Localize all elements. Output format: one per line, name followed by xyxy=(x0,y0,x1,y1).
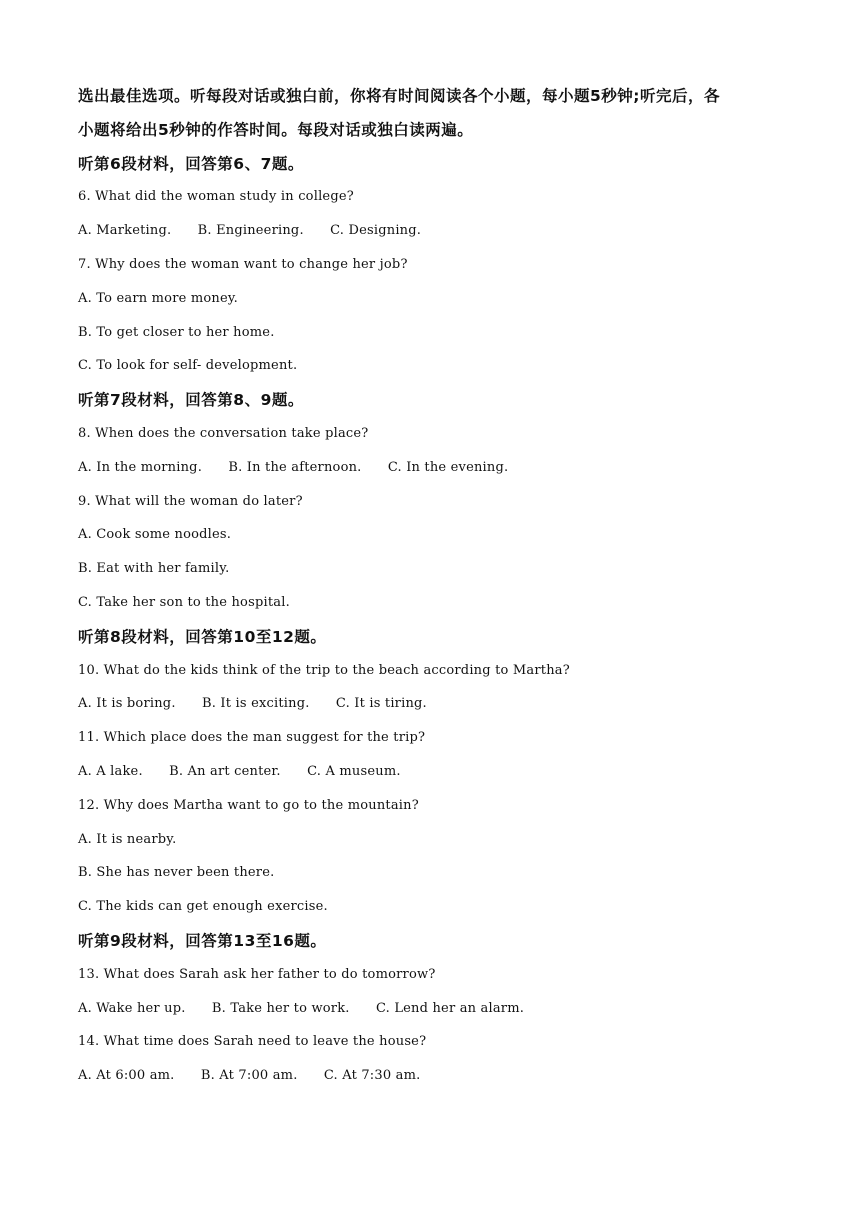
question-text: 9. What will the woman do later? xyxy=(78,493,303,509)
question-text: 12. Why does Martha want to go to the mountain? xyxy=(78,797,419,813)
option-c: C. Designing. xyxy=(330,223,422,239)
option-b: B. At 7:00 am. xyxy=(200,1068,298,1084)
option-b: B. To get closer to her home. xyxy=(78,324,275,340)
options-row xyxy=(78,995,788,1029)
option-c: C. To look for self- development. xyxy=(78,358,298,374)
options-row xyxy=(78,454,788,488)
section-heading: 听第6段材料，回答第6、7题。 xyxy=(78,154,304,173)
option-b: B. Eat with her family. xyxy=(78,561,230,577)
option-a: A. Wake her up. xyxy=(78,1000,186,1016)
question-text: 10. What do the kids think of the trip to the beach according to Martha? xyxy=(78,662,570,678)
intro-line-1: 选出最佳选项。听每段对话或独白前，你将有时间阅读各个小题，每小题5秒钟;听完后，各 xyxy=(78,87,720,105)
option-c: C. In the evening. xyxy=(387,459,509,475)
option-c: C. At 7:30 am. xyxy=(323,1068,421,1084)
question-text: 11. Which place does the man suggest for the trip? xyxy=(78,730,426,746)
option-a: A. Marketing. xyxy=(78,223,172,239)
option-c: C. The kids can get enough exercise. xyxy=(78,899,328,915)
section-heading: 听第8段材料，回答第10至12题。 xyxy=(78,627,327,646)
option-a: A. In the morning. xyxy=(78,459,203,475)
option-c: C. Lend her an alarm. xyxy=(375,1000,525,1016)
option-c: C. Take her son to the hospital. xyxy=(78,594,290,610)
options-row xyxy=(78,1062,788,1096)
option-b: B. It is exciting. xyxy=(202,696,310,712)
option-a: A. Cook some noodles. xyxy=(78,527,232,543)
document-page xyxy=(78,82,788,1096)
option-b: B. Engineering. xyxy=(197,223,304,239)
option-a: A. To earn more money. xyxy=(78,290,239,306)
option-b: B. An art center. xyxy=(169,763,281,779)
intro-line-2: 小题将给出5秒钟的作答时间。每段对话或独白读两遍。 xyxy=(78,120,474,139)
option-b: B. In the afternoon. xyxy=(228,459,362,475)
options-row xyxy=(78,690,788,724)
section-heading: 听第9段材料，回答第13至16题。 xyxy=(78,931,327,950)
option-c: C. A museum. xyxy=(307,763,401,779)
option-b: B. She has never been there. xyxy=(78,865,275,881)
option-a: A. It is nearby. xyxy=(78,831,177,847)
option-b: B. Take her to work. xyxy=(211,1000,350,1016)
option-a: A. A lake. xyxy=(78,763,143,779)
question-text: 14. What time does Sarah need to leave the house? xyxy=(78,1034,427,1050)
option-c: C. It is tiring. xyxy=(335,696,427,712)
option-a: A. It is boring. xyxy=(78,696,176,712)
question-text: 7. Why does the woman want to change her job? xyxy=(78,256,408,272)
question-text: 6. What did the woman study in college? xyxy=(78,189,354,205)
options-row xyxy=(78,758,788,792)
options-row xyxy=(78,217,788,251)
question-text: 8. When does the conversation take place? xyxy=(78,425,369,441)
section-heading: 听第7段材料，回答第8、9题。 xyxy=(78,391,304,410)
question-text: 13. What does Sarah ask her father to do tomorrow? xyxy=(78,966,436,982)
option-a: A. At 6:00 am. xyxy=(78,1068,175,1084)
